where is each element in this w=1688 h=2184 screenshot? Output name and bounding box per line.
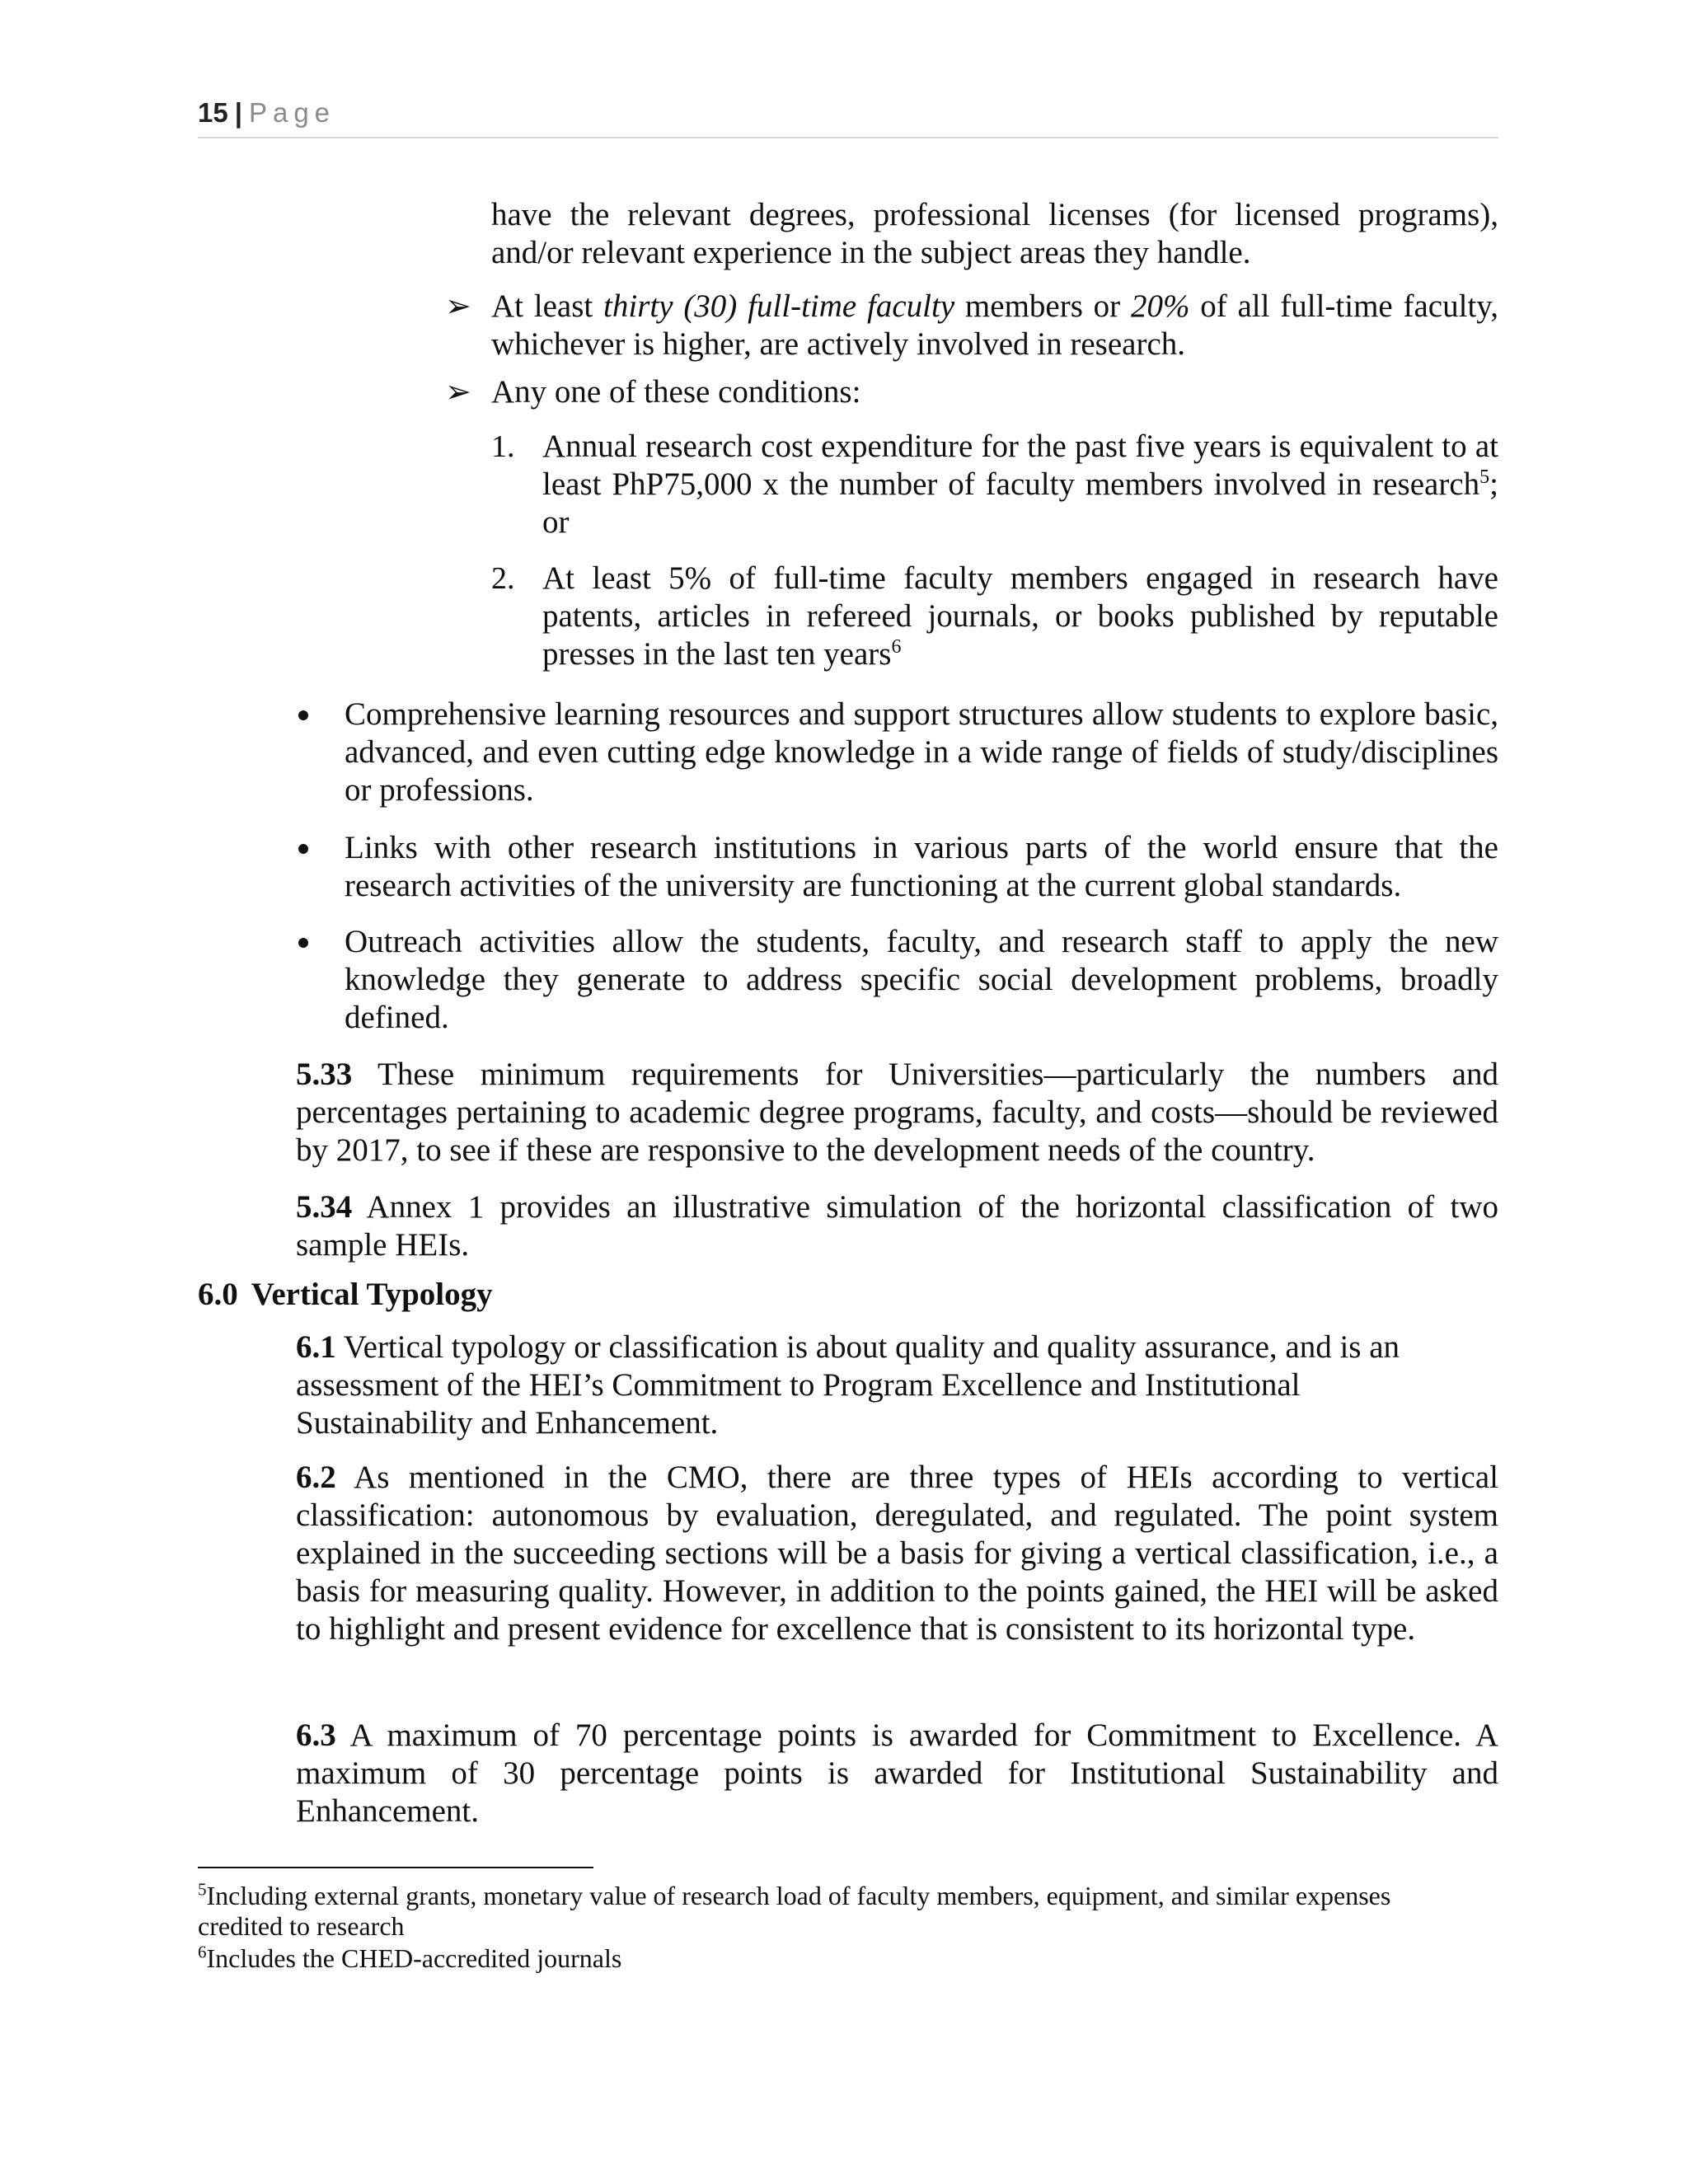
paragraph-6-1: 6.1 Vertical typology or classification is about quality and quality assurance, and is an assessment of the HEI’s Commitment to Program Excellence and Institutional Sustainability and Enhancement. — [296, 1329, 1400, 1441]
footnote-6: $^6$Includes the CHED-accredited journals — [198, 1942, 622, 1973]
paragraph-number: 5.33 — [296, 1057, 353, 1092]
paragraph-6-3: 6.3 A maximum of 70 percentage points is awarded for Commitment to Excellence. A maximum of 30 percentage points is awarded for Institutional Sustainability and Enhancement. — [296, 1718, 1498, 1829]
condition-1: Annual research cost expenditure for the past five years is equivalent to at least PhP75,000 x the number of faculty members involved in research$^5$; or — [542, 429, 1498, 540]
footnote-5: $^5$Including external grants, monetary value of research load of faculty members, equipment, and similar expenses credited to research — [198, 1879, 1391, 1941]
emphasis-thirty-faculty: thirty (30) full-time faculty — [603, 288, 955, 324]
header-separator: | — [234, 97, 242, 128]
bullet-dot-icon — [298, 844, 308, 854]
paragraph-5-34: 5.34 Annex 1 provides an illustrative simulation of the horizontal classification of two sample HEIs. — [296, 1189, 1498, 1263]
page-header — [198, 97, 1498, 138]
footnote-ref-6: 6 — [891, 636, 902, 658]
section-heading: 6.0 Vertical Typology — [198, 1277, 493, 1312]
bullet-outreach: Outreach activities allow the students, faculty, and research staff to apply the new knowledge they generate to address specific social development problems, broadly defined. — [345, 924, 1498, 1035]
bullet-dot-icon — [298, 938, 308, 948]
paragraph-number: 5.34 — [296, 1189, 353, 1225]
bullet-research-links: Links with other research institutions in various parts of the world ensure that the research activities of the university are functioning at the current global standards. — [345, 830, 1498, 903]
arrow-bullet-icon: ➢ — [445, 375, 471, 410]
page-label: Page — [248, 97, 336, 128]
paragraph-number: 6.2 — [296, 1460, 336, 1495]
page-number: 15 — [198, 97, 228, 128]
bullet-dot-icon — [298, 710, 308, 720]
paragraph-6-2: 6.2 As mentioned in the CMO, there are three types of HEIs according to vertical classification: autonomous by evaluation, deregulated, and regulated. The point system explained in the succeeding sections will be a basis for giving a vertical classification, i.e., a basis for measuring quality. However, in addition to the points gained, the HEI will be asked to highlight and present evidence for excellence that is consistent to its horizontal type. — [296, 1460, 1498, 1647]
arrow-bullet-icon: ➢ — [445, 289, 471, 324]
condition-2-number: 2. — [491, 561, 515, 596]
condition-2: At least 5% of full-time faculty members engaged in research have patents, articles in refereed journals, or books published by reputable presses in the last ten years$^6$ — [542, 560, 1498, 672]
arrow-item-faculty-research: At least thirty (30) full-time faculty members or 20% of all full-time faculty, whichever is higher, are actively involved in research. — [491, 288, 1498, 362]
footnote-ref-5: 5 — [1479, 466, 1490, 488]
continued-paragraph: have the relevant degrees, professional licenses (for licensed programs), and/or relevant experience in the subject areas they handle. — [491, 197, 1498, 270]
arrow-item-conditions: Any one of these conditions: — [491, 374, 861, 410]
paragraph-number: 6.1 — [296, 1329, 336, 1365]
condition-1-number: 1. — [491, 429, 515, 464]
paragraph-5-33: 5.33 These minimum requirements for Universities—particularly the numbers and percentages pertaining to academic degree programs, faculty, and costs—should be reviewed by 2017, to see if these are responsive to the development needs of the country. — [296, 1057, 1498, 1168]
emphasis-twenty-percent: 20% — [1130, 288, 1190, 324]
footnote-separator — [198, 1867, 593, 1868]
bullet-learning-resources: Comprehensive learning resources and support structures allow students to explore basic, advanced, and even cutting edge knowledge in a wide range of fields of study/disciplines or professions. — [345, 696, 1498, 808]
paragraph-number: 6.3 — [296, 1718, 336, 1753]
